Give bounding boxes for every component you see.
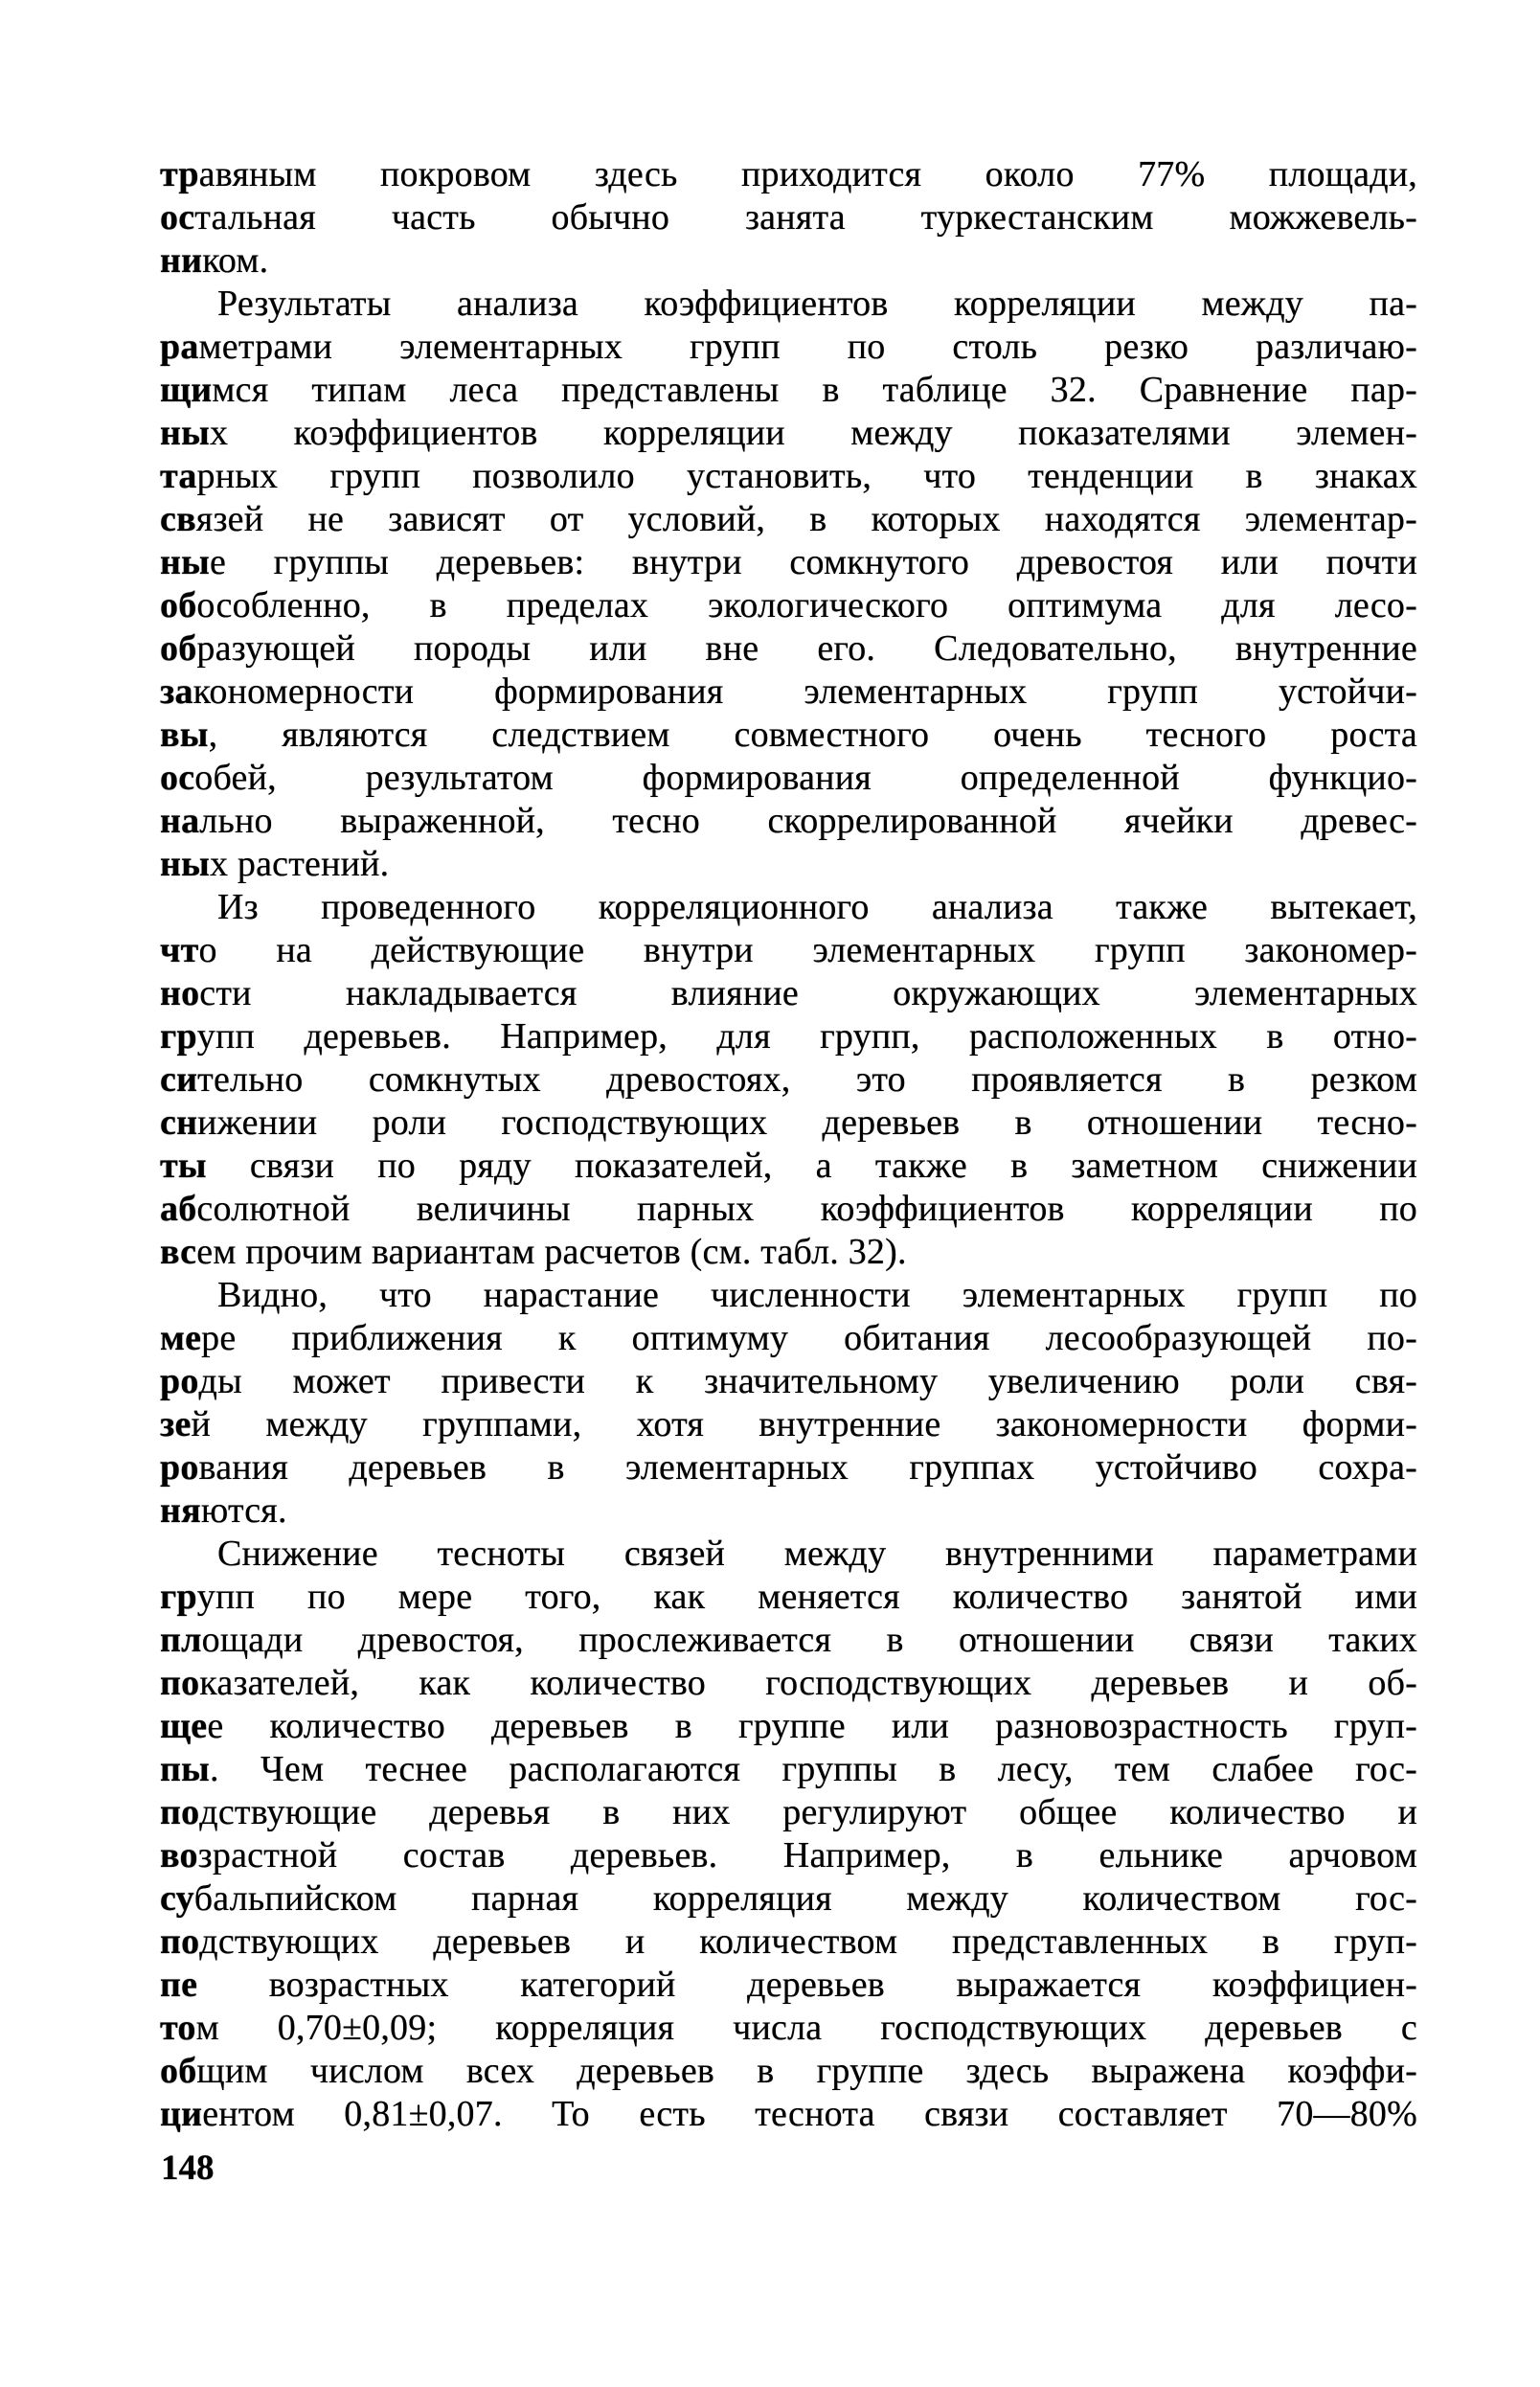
text-line: закономерности формирования элементарных групп устойчи-: [160, 671, 1417, 712]
text-line: показателей, как количество господствующих деревьев и об-: [160, 1663, 1417, 1703]
text-line: сительно сомкнутых древостоях, это проявляется в резком: [160, 1059, 1417, 1100]
text-line: няются.: [160, 1490, 287, 1531]
text-line: абсолютной величины парных коэффициентов корреляции по: [160, 1189, 1417, 1229]
text-line: пы. Чем теснее располагаются группы в лесу, тем слабее гос-: [160, 1749, 1417, 1789]
text-line: Снижение тесноты связей между внутренними параметрами: [217, 1534, 1417, 1574]
text-line: что на действующие внутри элементарных групп закономер-: [160, 930, 1417, 970]
text-line: щимся типам леса представлены в таблице 32. Сравнение пар-: [160, 370, 1417, 410]
text-line: групп по мере того, как меняется количество занятой ими: [160, 1577, 1417, 1617]
text-line: субальпийском парная корреляция между количеством гос-: [160, 1878, 1417, 1919]
text-line: Видно, что нарастание численности элементарных групп по: [217, 1275, 1417, 1315]
text-line: зей между группами, хотя внутренние закономерности форми-: [160, 1404, 1417, 1444]
text-line: раметрами элементарных групп по столь резко различаю-: [160, 327, 1417, 367]
text-line: всем прочим вариантам расчетов (см. табл. 32).: [160, 1232, 907, 1272]
text-line: обособленно, в пределах экологического оптимума для лесо-: [160, 585, 1417, 625]
text-line: ности накладывается влияние окружающих элементарных: [160, 973, 1417, 1013]
text-line: циентом 0,81±0,07. То есть теснота связи составляет 70—80%: [160, 2094, 1417, 2134]
text-line: том 0,70±0,09; корреляция числа господствующих деревьев с: [160, 2008, 1417, 2048]
text-line: связей не зависят от условий, в которых находятся элементар-: [160, 499, 1417, 539]
text-line: групп деревьев. Например, для групп, расположенных в отно-: [160, 1016, 1417, 1057]
text-line: щее количество деревьев в группе или разновозрастность груп-: [160, 1706, 1417, 1746]
text-line: рования деревьев в элементарных группах устойчиво сохра-: [160, 1447, 1417, 1488]
text-line: возрастной состав деревьев. Например, в ельнике арчовом: [160, 1835, 1417, 1876]
text-line: Из проведенного корреляционного анализа также вытекает,: [217, 887, 1417, 927]
text-line: ных растений.: [160, 844, 390, 884]
text-line: травяным покровом здесь приходится около 77% площади,: [160, 154, 1417, 194]
text-line: площади древостоя, прослеживается в отношении связи таких: [160, 1620, 1417, 1660]
text-line: особей, результатом формирования определенной функцио-: [160, 758, 1417, 798]
page-number: 148: [161, 2148, 215, 2188]
text-block: [160, 153, 1417, 2136]
text-line: роды может привести к значительному увеличению роли свя-: [160, 1361, 1417, 1401]
text-line: ты связи по ряду показателей, а также в заметном снижении: [160, 1146, 1417, 1186]
text-line: подствующих деревьев и количеством представленных в груп-: [160, 1921, 1417, 1962]
text-line: нально выраженной, тесно скоррелированной ячейки древес-: [160, 801, 1417, 841]
text-line: ные группы деревьев: внутри сомкнутого древостоя или почти: [160, 542, 1417, 582]
text-line: снижении роли господствующих деревьев в отношении тесно-: [160, 1103, 1417, 1143]
text-line: Результаты анализа коэффициентов корреляции между па-: [217, 284, 1417, 324]
text-line: вы, являются следствием совместного очень тесного роста: [160, 715, 1417, 755]
text-line: остальная часть обычно занята туркестанским можжевель-: [160, 197, 1417, 238]
text-line: пе возрастных категорий деревьев выражается коэффициен-: [160, 1965, 1417, 2005]
text-line: мере приближения к оптимуму обитания лесообразующей по-: [160, 1318, 1417, 1358]
text-line: общим числом всех деревьев в группе здесь выражена коэффи-: [160, 2051, 1417, 2091]
text-line: ником.: [160, 240, 269, 281]
text-line: образующей породы или вне его. Следовательно, внутренние: [160, 628, 1417, 669]
text-line: ных коэффициентов корреляции между показателями элемен-: [160, 413, 1417, 453]
text-line: тарных групп позволило установить, что тенденции в знаках: [160, 456, 1417, 496]
text-line: подствующие деревья в них регулируют общее количество и: [160, 1792, 1417, 1832]
